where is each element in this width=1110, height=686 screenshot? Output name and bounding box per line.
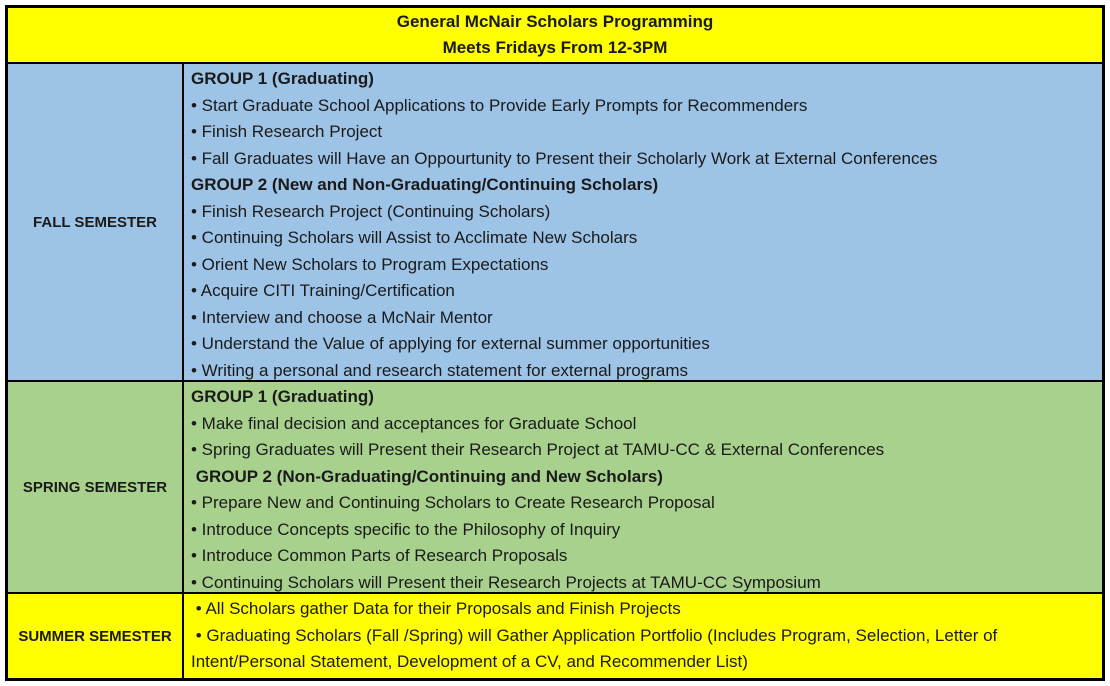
content-line: • Continuing Scholars will Assist to Acclimate New Scholars bbox=[191, 228, 638, 247]
content-line: • Writing a personal and research statement for external programs bbox=[191, 360, 688, 380]
row-label-spring-semester: SPRING SEMESTER bbox=[8, 382, 184, 592]
spring-semester-content bbox=[184, 382, 1102, 592]
content-line: • Finish Research Project (Continuing Scholars) bbox=[191, 201, 551, 221]
row-fall-semester bbox=[8, 62, 1102, 380]
content-line: • Introduce Concepts specific to the Philosophy of Inquiry bbox=[191, 519, 621, 539]
content-line: • Interview and choose a McNair Mentor bbox=[191, 307, 493, 327]
content-line: GROUP 2 (New and Non-Graduating/Continuing Scholars) bbox=[191, 175, 659, 194]
schedule-table bbox=[5, 5, 1105, 681]
content-line: GROUP 1 (Graduating) bbox=[191, 387, 374, 406]
content-line: GROUP 1 (Graduating) bbox=[191, 69, 374, 88]
content-line: • Prepare New and Continuing Scholars to Create Research Proposal bbox=[191, 493, 715, 512]
table-title-line-1: General McNair Scholars Programming bbox=[396, 12, 714, 31]
content-line: GROUP 2 (Non-Graduating/Continuing and New Scholars) bbox=[191, 466, 663, 486]
content-line: • All Scholars gather Data for their Proposals and Finish Projects bbox=[191, 599, 681, 618]
content-line: • Acquire CITI Training/Certification bbox=[191, 281, 455, 300]
fall-semester-content bbox=[184, 64, 1102, 380]
content-line: • Continuing Scholars will Present their Research Projects at TAMU-CC Symposium bbox=[191, 572, 821, 592]
table-header bbox=[8, 8, 1102, 62]
table-title-line-2: Meets Fridays From 12-3PM bbox=[442, 38, 668, 57]
content-line: • Introduce Common Parts of Research Proposals bbox=[191, 546, 568, 565]
content-line: • Graduating Scholars (Fall /Spring) will Gather Application Portfolio (Includes Program, Selection, Letter of Intent/Personal Statement, Development of a CV, and Recommender List) bbox=[191, 625, 1003, 671]
row-label-fall-semester: FALL SEMESTER bbox=[8, 64, 184, 380]
row-label-summer-semester: SUMMER SEMESTER bbox=[8, 594, 184, 678]
row-summer-semester bbox=[8, 592, 1102, 678]
content-line: • Start Graduate School Applications to Provide Early Prompts for Recommenders bbox=[191, 95, 808, 115]
content-line: • Orient New Scholars to Program Expectations bbox=[191, 254, 549, 274]
row-spring-semester bbox=[8, 380, 1102, 592]
content-line: • Understand the Value of applying for external summer opportunities bbox=[191, 334, 710, 353]
content-line: • Make final decision and acceptances for Graduate School bbox=[191, 413, 637, 433]
summer-semester-content bbox=[184, 594, 1102, 678]
content-line: • Fall Graduates will Have an Oppourtunity to Present their Scholarly Work at External Conferences bbox=[191, 148, 938, 168]
content-line: • Finish Research Project bbox=[191, 122, 383, 141]
content-line: • Spring Graduates will Present their Research Project at TAMU-CC & External Conferences bbox=[191, 440, 885, 459]
